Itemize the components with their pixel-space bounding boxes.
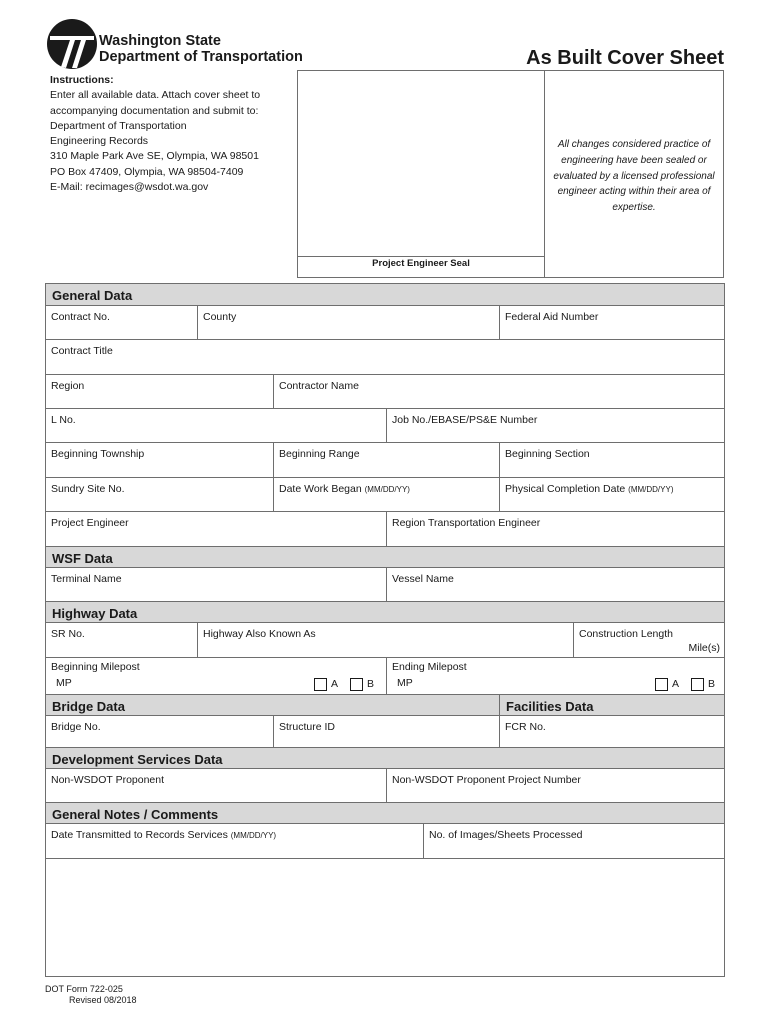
seal-label: Project Engineer Seal — [372, 258, 470, 269]
instructions-line: Enter all available data. Attach cover sheet to — [50, 89, 261, 102]
option-a-label: A — [331, 678, 339, 690]
date-transmitted-field[interactable] — [46, 824, 423, 859]
contractor-name-field[interactable]: Contractor Name — [273, 375, 724, 409]
beginning-township-field[interactable]: Beginning Township — [46, 443, 273, 478]
highway-aka-field[interactable]: Highway Also Known As — [197, 623, 573, 658]
date-format-hint: (MM/DD/YY) — [364, 485, 410, 494]
revised-date: Revised 08/2018 — [69, 995, 137, 1005]
section-development-services: Development Services Data — [46, 747, 724, 769]
instructions-line: Engineering Records — [50, 135, 149, 148]
job-no-field[interactable]: Job No./EBASE/PS&E Number — [386, 409, 724, 443]
ending-b-checkbox[interactable] — [691, 678, 704, 691]
vessel-name-field[interactable]: Vessel Name — [386, 568, 724, 601]
option-b-label: B — [367, 678, 375, 690]
beginning-range-field[interactable]: Beginning Range — [273, 443, 499, 478]
terminal-name-field[interactable]: Terminal Name — [51, 573, 122, 585]
mp-label: MP — [397, 677, 413, 689]
section-bridge-data: Bridge Data — [46, 694, 500, 716]
beginning-a-checkbox[interactable] — [314, 678, 327, 691]
agency-line-1: Washington State — [99, 33, 221, 49]
section-highway-data: Highway Data — [46, 601, 724, 623]
section-wsf-data: WSF Data — [46, 546, 724, 568]
date-work-began-label: Date Work Began — [279, 483, 362, 495]
date-format-hint: (MM/DD/YY) — [230, 831, 277, 840]
date-format-hint: (MM/DD/YY) — [628, 485, 674, 494]
sundry-site-field[interactable]: Sundry Site No. — [46, 478, 273, 512]
physical-completion-label: Physical Completion Date — [505, 483, 626, 495]
ending-a-checkbox[interactable] — [655, 678, 668, 691]
miles-unit: Mile(s) — [688, 642, 720, 654]
sr-no-field[interactable]: SR No. — [46, 623, 197, 658]
proponent-project-number-field[interactable]: Non-WSDOT Proponent Project Number — [386, 769, 724, 802]
date-transmitted-label: Date Transmitted to Records Services — [51, 829, 228, 841]
region-field[interactable]: Region — [46, 375, 273, 409]
seal-area[interactable] — [298, 71, 544, 257]
federal-aid-number-field[interactable]: Federal Aid Number — [499, 306, 724, 340]
contract-title-field[interactable]: Contract Title — [46, 340, 724, 375]
form-table — [45, 283, 725, 977]
agency-name — [99, 33, 303, 65]
images-processed-field[interactable]: No. of Images/Sheets Processed — [423, 824, 724, 859]
beginning-b-checkbox[interactable] — [350, 678, 363, 691]
beginning-milepost-label: Beginning Milepost — [51, 661, 140, 673]
date-work-began-field[interactable] — [273, 478, 499, 512]
instructions-line: PO Box 47409, Olympia, WA 98504-7409 — [50, 165, 244, 178]
construction-length-label: Construction Length — [579, 628, 673, 640]
comments-textarea[interactable] — [46, 859, 724, 976]
beginning-section-field[interactable]: Beginning Section — [499, 443, 724, 478]
instructions-line: 310 Maple Park Ave SE, Olympia, WA 98501 — [50, 150, 259, 163]
county-field[interactable]: County — [197, 306, 499, 340]
mp-label: MP — [56, 677, 72, 689]
project-engineer-field[interactable]: Project Engineer — [51, 517, 129, 529]
instructions-heading: Instructions: — [50, 74, 114, 86]
l-no-field[interactable]: L No. — [46, 409, 386, 443]
page-title: As Built Cover Sheet — [526, 47, 724, 69]
beginning-milepost-field[interactable] — [46, 658, 386, 694]
contract-no-field[interactable]: Contract No. — [46, 306, 197, 340]
construction-length-field[interactable] — [573, 623, 724, 658]
instructions — [50, 73, 296, 195]
region-transportation-engineer-field[interactable]: Region Transportation Engineer — [386, 512, 724, 546]
seal-note-box — [545, 70, 724, 278]
ending-milepost-field[interactable] — [386, 658, 724, 694]
option-b-label: B — [708, 678, 716, 690]
bridge-no-field[interactable]: Bridge No. — [51, 721, 101, 733]
physical-completion-date-field[interactable] — [499, 478, 724, 512]
section-general-data: General Data — [46, 284, 724, 306]
instructions-line: E-Mail: recimages@wsdot.wa.gov — [50, 181, 209, 194]
instructions-line: Department of Transportation — [50, 119, 187, 132]
fcr-no-field[interactable]: FCR No. — [499, 716, 724, 747]
agency-line-2: Department of Transportation — [99, 49, 303, 65]
ending-milepost-label: Ending Milepost — [392, 661, 467, 673]
option-a-label: A — [672, 678, 680, 690]
form-number: DOT Form 722-025 — [45, 984, 123, 994]
engineer-seal-box[interactable] — [297, 70, 545, 278]
non-wsdot-proponent-field[interactable]: Non-WSDOT Proponent — [51, 774, 165, 786]
form-footer — [45, 984, 137, 1006]
wsdot-logo-icon — [47, 19, 97, 69]
instructions-line: accompanying documentation and submit to: — [50, 104, 259, 117]
seal-note: All changes considered practice of engineering have been sealed or evaluated by a licensed professional engineer acting within their area of expertise. — [553, 139, 715, 214]
section-facilities-data: Facilities Data — [499, 694, 724, 716]
section-general-notes: General Notes / Comments — [46, 802, 724, 824]
structure-id-field[interactable]: Structure ID — [273, 716, 499, 747]
